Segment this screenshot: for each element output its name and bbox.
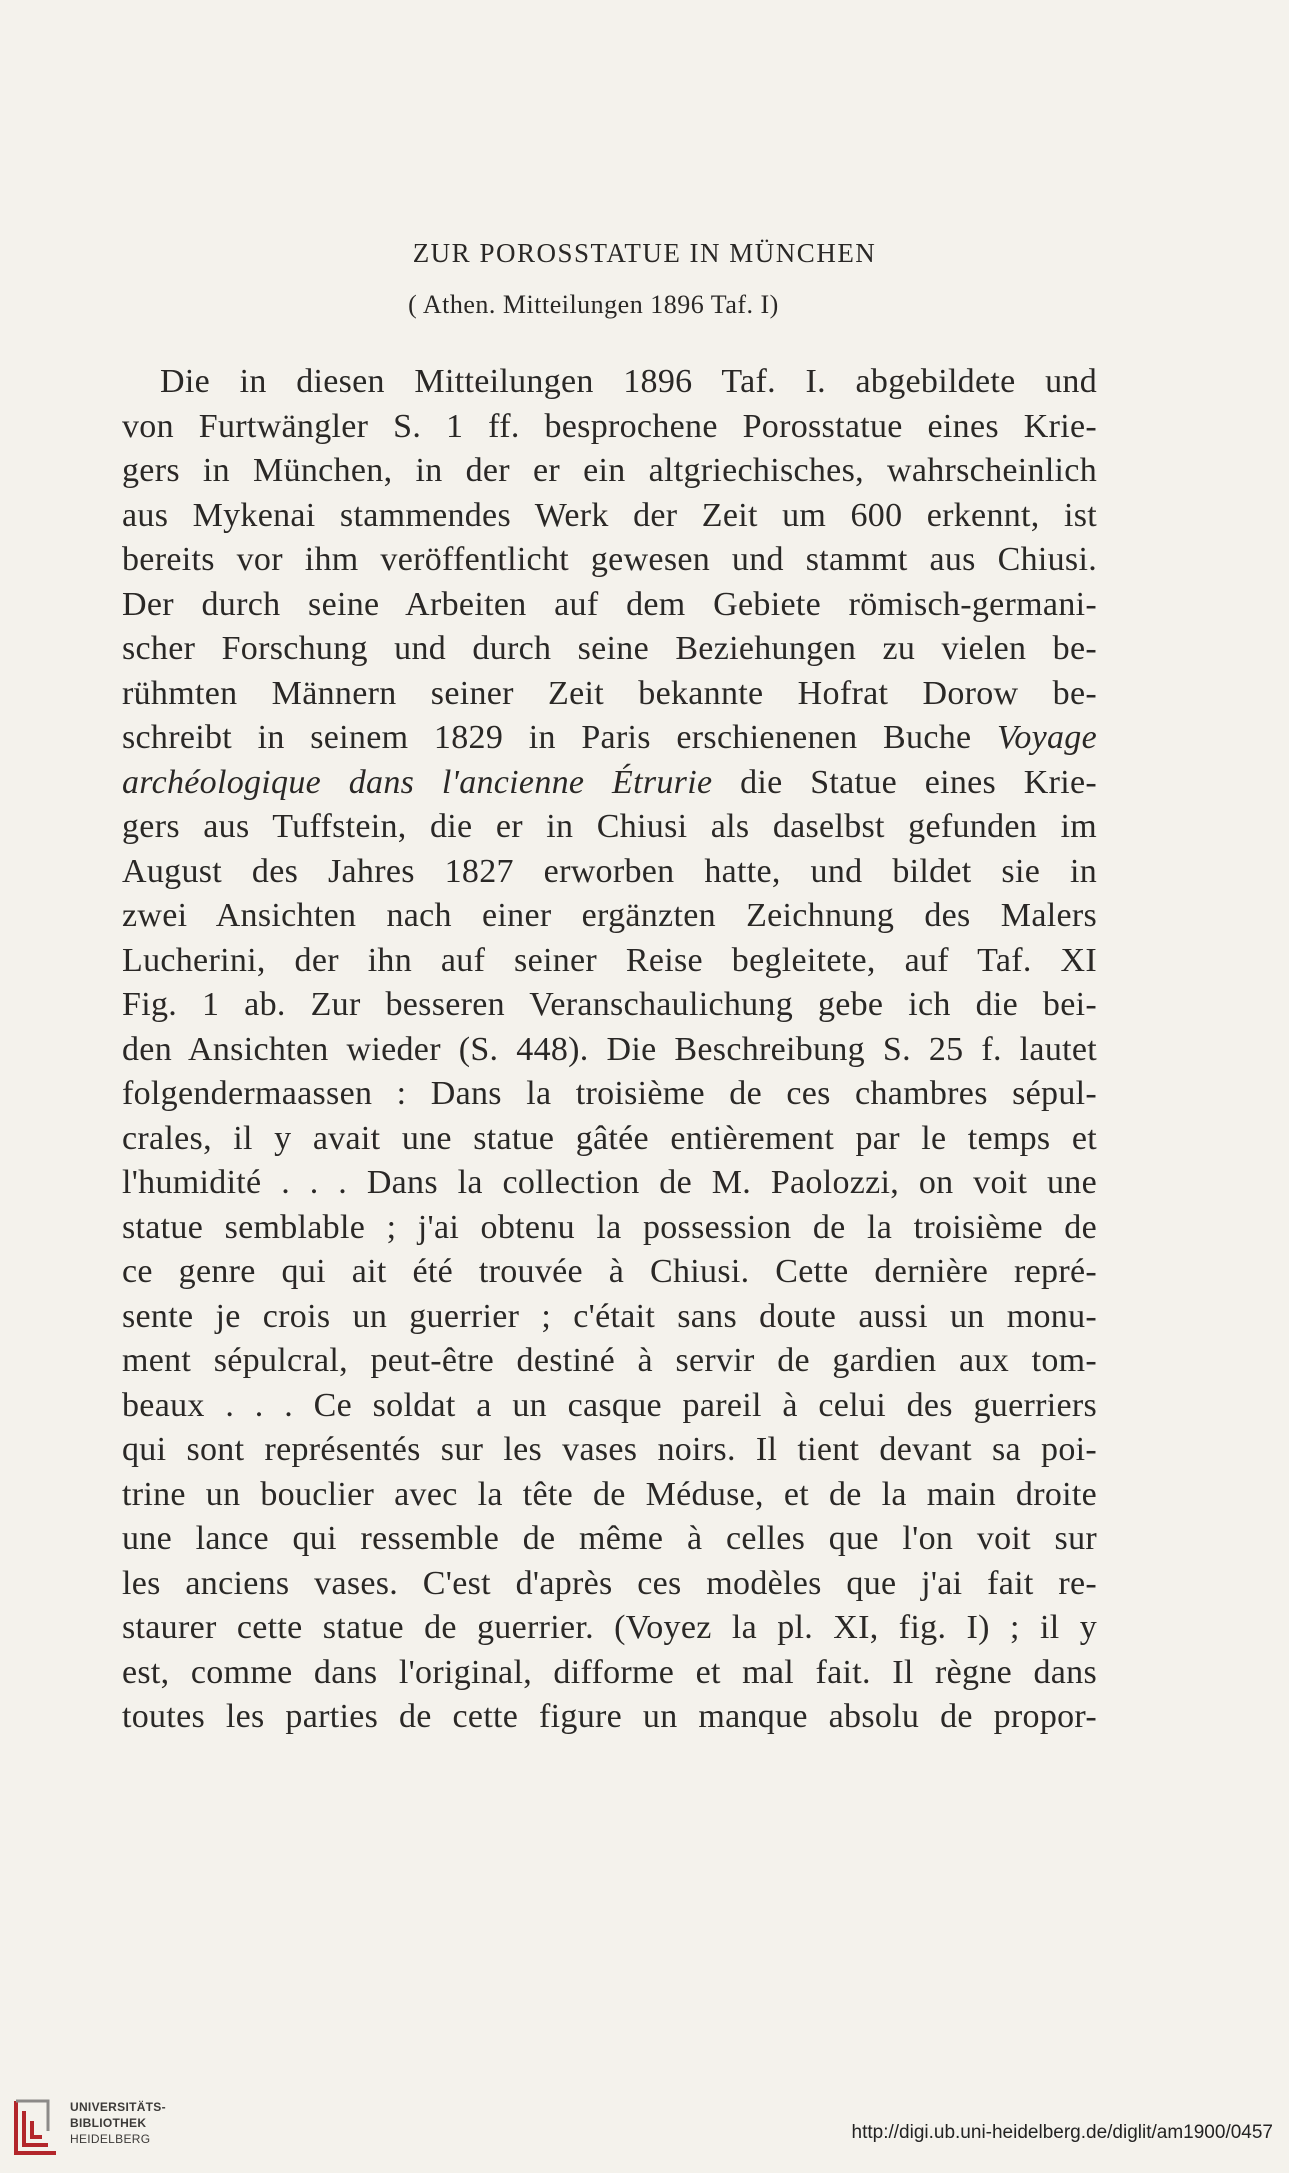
text-line: qui sont représentés sur les vases noirs. Il tient devant sa poi- — [122, 1431, 1097, 1468]
logo-line: BIBLIOTHEK — [70, 2116, 147, 2130]
text-line-with-italic — [122, 761, 1097, 806]
article-title: ZUR POROSSTATUE IN MÜNCHEN — [412, 238, 877, 268]
italic-title-segment: archéologique dans l'ancienne Étrurie — [122, 763, 713, 801]
text-line: les anciens vases. C'est d'après ces modèles que j'ai fait re- — [122, 1564, 1097, 1602]
text-line: beaux . . . Ce soldat a un casque pareil à celui des guerriers — [122, 1386, 1097, 1424]
article-body — [122, 360, 1097, 1740]
text-line: August des Jahres 1827 erworben hatte, und bildet sie in — [122, 852, 1097, 890]
logo-line: HEIDELBERG — [70, 2132, 151, 2146]
text-line: gers in München, in der er ein altgriechisches, wahrscheinlich — [122, 452, 1097, 489]
text-line: une lance qui ressemble de même à celles que l'on voit sur — [122, 1520, 1097, 1557]
text-line: trine un bouclier avec la tête de Méduse, et de la main droite — [122, 1475, 1097, 1513]
text-line: gers aus Tuffstein, die er in Chiusi als daselbst gefunden im — [122, 808, 1097, 845]
text-line: staurer cette statue de guerrier. (Voyez la pl. XI, fig. I) ; il y — [122, 1609, 1097, 1646]
text-line: ment sépulcral, peut-être destiné à servir de gardien aux tom- — [122, 1342, 1097, 1379]
text-line: l'humidité . . . Dans la collection de M. Paolozzi, on voit une — [122, 1164, 1097, 1201]
library-logo-icon — [12, 2095, 60, 2159]
text-line: toutes les parties de cette figure un manque absolu de propor- — [122, 1698, 1097, 1735]
text-line: sente je crois un guerrier ; c'était sans doute aussi un monu- — [122, 1297, 1097, 1335]
library-logo — [12, 2095, 172, 2165]
text-line: crales, il y avait une statue gâtée entièrement par le temps et — [122, 1119, 1097, 1157]
text-line: zwei Ansichten nach einer ergänzten Zeichnung des Malers — [122, 897, 1097, 934]
text-line: ce genre qui ait été trouvée à Chiusi. Cette dernière repré- — [122, 1253, 1097, 1290]
text-line: aus Mykenai stammendes Werk der Zeit um 600 erkennt, ist — [122, 496, 1097, 534]
source-url-link[interactable]: http://digi.ub.uni-heidelberg.de/diglit/am1900/0457 — [851, 2122, 1273, 2143]
text-line: bereits vor ihm veröffentlicht gewesen und stammt aus Chiusi. — [122, 541, 1097, 578]
text-line: Fig. 1 ab. Zur besseren Veranschaulichung gebe ich die bei- — [122, 986, 1097, 1023]
text-segment: schreibt in seinem 1829 in Paris erschienenen Buche — [122, 719, 972, 756]
library-logo-text — [70, 2099, 166, 2147]
text-line: Der durch seine Arbeiten auf dem Gebiete römisch-germani- — [122, 585, 1097, 623]
text-line: Die in diesen Mitteilungen 1896 Taf. I. abgebildete und — [160, 363, 1097, 400]
text-line: statue semblable ; j'ai obtenu la possession de la troisième de — [122, 1208, 1097, 1246]
text-line: folgendermaassen : Dans la troisième de ces chambres sépul- — [122, 1075, 1097, 1112]
logo-line: UNIVERSITÄTS- — [70, 2100, 166, 2114]
text-line: scher Forschung und durch seine Beziehungen zu vielen be- — [122, 630, 1097, 667]
text-line: rühmten Männern seiner Zeit bekannte Hofrat Dorow be- — [122, 674, 1097, 712]
text-line-with-italic — [122, 716, 1097, 761]
text-line: den Ansichten wieder (S. 448). Die Beschreibung S. 25 f. lautet — [122, 1030, 1097, 1068]
text-line: Lucherini, der ihn auf seiner Reise begleitete, auf Taf. XI — [122, 941, 1097, 979]
article-subtitle: ( Athen. Mitteilungen 1896 Taf. I) — [408, 290, 779, 319]
text-segment: die Statue eines Krie- — [740, 763, 1097, 801]
text-line: est, comme dans l'original, difforme et mal fait. Il règne dans — [122, 1653, 1097, 1691]
italic-title-segment: Voyage — [997, 719, 1097, 756]
text-line: von Furtwängler S. 1 ff. besprochene Porosstatue eines Krie- — [122, 407, 1097, 445]
